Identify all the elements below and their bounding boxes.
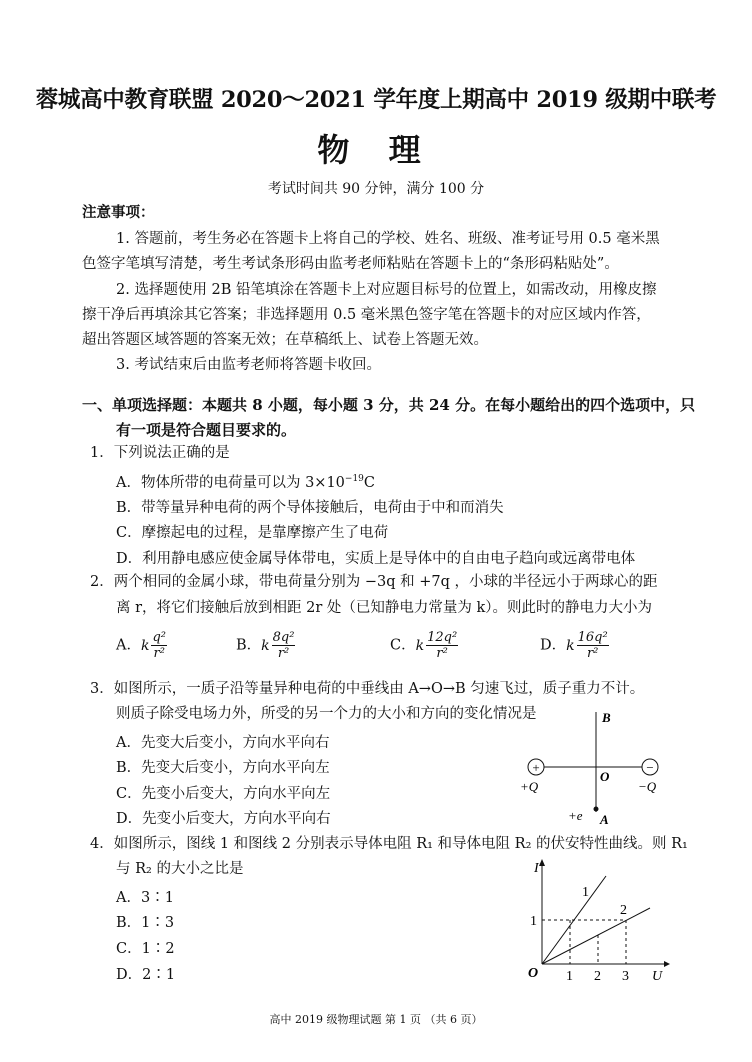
q4-origin-label: O	[528, 966, 539, 981]
q1-option-c: C．摩擦起电的过程，是靠摩擦产生了电荷	[116, 525, 389, 541]
q2-option-d	[540, 630, 609, 661]
q2-option-a-denominator: r²	[153, 646, 165, 661]
q3-label-proton: +e	[568, 808, 583, 823]
q2-option-b-numerator: 8q²	[272, 630, 295, 645]
q4-line-1-label: 1	[582, 885, 589, 900]
q2-option-a-fraction	[151, 630, 167, 661]
q2-option-c-k: k	[415, 637, 425, 654]
q2-option-b-label: B．	[236, 637, 262, 654]
q3-label-a: A	[600, 812, 609, 827]
q2-option-d-label: D．	[540, 637, 567, 654]
q4-y-axis-arrow	[539, 859, 545, 866]
q3-plus-sign: +	[532, 760, 540, 775]
exam-time-info: 考试时间共 90 分钟，满分 100 分	[267, 181, 485, 197]
note-3: 3. 考试结束后由监考老师将答题卡收回。	[116, 357, 381, 373]
q3-option-d: D．先变小后变大，方向水平向右	[116, 811, 331, 827]
q1-option-a-text: A．物体所带的电荷量可以为 3×10	[116, 475, 345, 491]
q2-option-a	[116, 630, 167, 661]
q3-proton-dot	[594, 807, 599, 812]
q2-option-c-label: C．	[390, 637, 416, 654]
q4-option-d: D．2∶1	[116, 967, 176, 983]
page-footer: 高中 2019 级物理试题 第 1 页 （共 6 页）	[269, 1013, 483, 1026]
q2-option-d-k: k	[566, 637, 575, 654]
q2-option-a-numerator: q²	[152, 630, 167, 645]
q2-option-c-numerator: 12q²	[427, 630, 458, 645]
q3-label-o: O	[600, 769, 610, 784]
section-1-heading-line-1: 一、单项选择题：本题共 8 小题，每小题 3 分，共 24 分。在每小题给出的四个选项中，只	[82, 396, 696, 414]
q1-stem: 1．下列说法正确的是	[90, 445, 230, 461]
q2-option-c-fraction	[426, 630, 458, 661]
q2-option-a-label: A．	[116, 637, 141, 654]
q2-option-b-fraction	[272, 630, 296, 661]
q4-y-tick-1: 1	[530, 914, 537, 929]
q2-line-2: 离 r，将它们接触后放到相距 2r 处（已知静电力常量为 k）。则此时的静电力大小为	[116, 600, 653, 616]
q4-iv-graph	[522, 856, 672, 984]
q3-charge-diagram	[510, 708, 670, 828]
notes-heading: 注意事项：	[82, 204, 155, 221]
q3-option-c: C．先变小后变大，方向水平向左	[116, 786, 331, 802]
q4-line-2-r2	[542, 908, 650, 964]
note-1-line-2: 色签字笔填写清楚，考生考试条形码由监考老师粘贴在答题卡上的“条形码粘贴处”。	[82, 256, 619, 272]
q3-option-a: A．先变大后变小，方向水平向右	[116, 735, 330, 751]
note-2-line-3: 超出答题区域答题的答案无效；在草稿纸上、试卷上答题无效。	[82, 332, 488, 348]
q4-option-a: A．3∶1	[116, 890, 174, 906]
q3-line-1: 3．如图所示，一质子沿等量异种电荷的中垂线由 A→O→B 匀速飞过，质子重力不计。	[90, 681, 645, 697]
q3-label-b: B	[602, 710, 611, 725]
q3-line-2: 则质子除受电场力外，所受的另一个力的大小和方向的变化情况是	[116, 706, 537, 722]
q4-x-tick-3: 3	[622, 969, 629, 984]
q4-line-2: 与 R₂ 的大小之比是	[116, 861, 244, 877]
q4-line-1: 4．如图所示，图线 1 和图线 2 分别表示导体电阻 R₁ 和导体电阻 R₂ 的伏安特性曲线。则 R₁	[90, 836, 688, 852]
q2-option-d-fraction	[577, 630, 609, 661]
note-1-line-1: 1. 答题前，考生务必在答题卡上将自己的学校、姓名、班级、准考证号用 0.5 毫米黑	[116, 231, 660, 247]
q1-option-d: D．利用静电感应使金属导体带电，实质上是导体中的自由电子趋向或远离带电体	[116, 551, 636, 567]
q4-x-axis-label: U	[652, 969, 663, 984]
q4-option-b: B．1∶3	[116, 915, 175, 931]
q1-option-b: B．带等量异种电荷的两个导体接触后，电荷由于中和而消失	[116, 500, 504, 516]
q4-option-c: C．1∶2	[116, 941, 175, 957]
q3-option-b: B．先变大后变小，方向水平向左	[116, 760, 330, 776]
q2-option-c	[390, 630, 458, 661]
q4-x-axis-arrow	[664, 961, 670, 967]
q3-minus-sign: −	[646, 760, 654, 775]
q2-option-b	[236, 630, 295, 661]
q3-label-minus-q: −Q	[638, 779, 657, 794]
q3-label-plus-q: +Q	[520, 779, 539, 794]
q2-option-a-k: k	[140, 637, 150, 654]
q1-option-a-exponent: −19	[344, 474, 364, 485]
q2-option-d-denominator: r²	[586, 646, 599, 661]
q2-option-d-numerator: 16q²	[577, 630, 608, 645]
note-2-line-2: 擦干净后再填涂其它答案；非选择题用 0.5 毫米黑色签字笔在答题卡的对应区域内作答，	[82, 307, 651, 323]
q1-option-a	[116, 471, 375, 492]
q4-line-2-label: 2	[620, 903, 627, 918]
q2-line-1: 2．两个相同的金属小球，带电荷量分别为 −3q 和 +7q ，小球的半径远小于两球心的距	[90, 574, 658, 590]
q4-x-tick-1: 1	[566, 969, 573, 984]
q1-option-a-unit: C	[363, 475, 376, 491]
q2-option-c-denominator: r²	[436, 646, 448, 661]
q2-option-b-k: k	[261, 637, 270, 654]
q2-option-b-denominator: r²	[277, 646, 290, 661]
exam-title: 蓉城高中教育联盟 2020～2021 学年度上期高中 2019 级期中联考	[35, 87, 717, 113]
q4-x-tick-2: 2	[594, 969, 601, 984]
subject-title: 物 理	[317, 131, 435, 169]
note-2-line-1: 2. 选择题使用 2B 铅笔填涂在答题卡上对应题目标号的位置上，如需改动，用橡皮擦	[116, 282, 657, 298]
section-1-heading-line-2: 有一项是符合题目要求的。	[116, 421, 297, 439]
q4-y-axis-label: I	[534, 861, 539, 876]
